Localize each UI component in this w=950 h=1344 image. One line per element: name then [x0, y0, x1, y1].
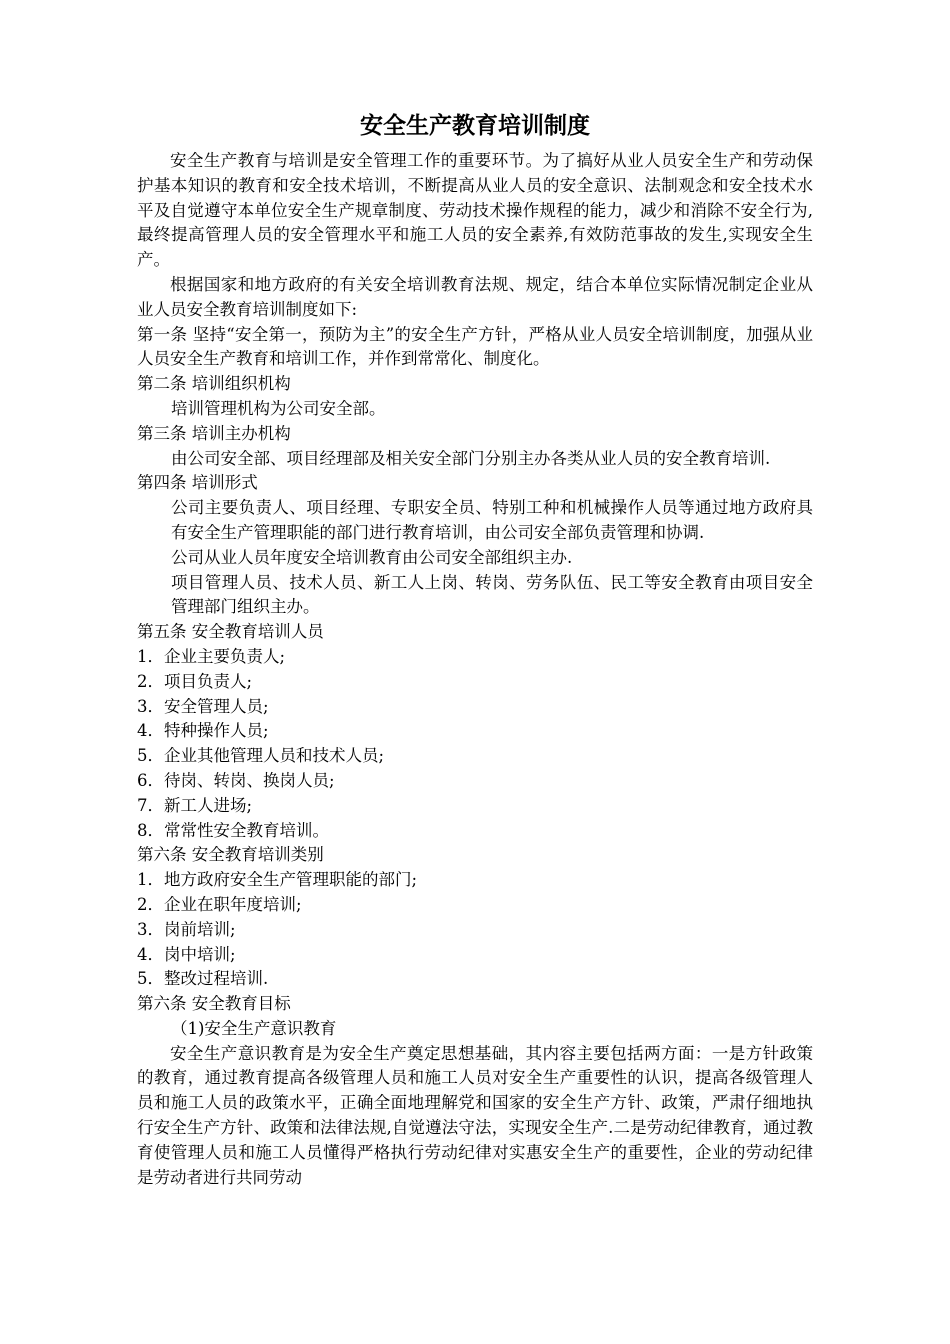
article-7-heading: 第六条 安全教育目标 — [137, 994, 291, 1014]
article-2-body: 培训管理机构为公司安全部。 — [171, 398, 386, 418]
list-item: 2．企业在职年度培训; — [137, 894, 302, 914]
article-7-subheading: （1)安全生产意识教育 — [171, 1018, 337, 1038]
list-item: 6．待岗、转岗、换岗人员; — [137, 770, 335, 790]
article-2-heading: 第二条 培训组织机构 — [137, 374, 291, 394]
list-item: 3．安全管理人员; — [137, 696, 269, 716]
list-item: 4．特种操作人员; — [137, 721, 269, 741]
list-item: 8．常常性安全教育培训。 — [137, 820, 329, 840]
list-item: 3．岗前培训; — [137, 919, 236, 939]
intro-paragraph-2: 根据国家和地方政府的有关安全培训教育法规、规定，结合本单位实际情况制定企业从业人员安全教育培训制度如下: — [137, 274, 813, 319]
list-item: 2．项目负责人; — [137, 671, 253, 691]
list-item: 7．新工人进场; — [137, 795, 253, 815]
intro-paragraph-1: 安全生产教育与培训是安全管理工作的重要环节。为了搞好从业人员安全生产和劳动保护基本知识的教育和安全技术培训，不断提高从业人员的安全意识、法制观念和安全技术水平及自觉遵守本单位安全生产规章制度、劳动技术操作规程的能力，减少和消除不安全行为,最终提高管理人员的安全管理水平和施工人员的安全素养,有效防范事故的发生,实现安全生产。 — [137, 151, 813, 270]
list-item: 5．企业其他管理人员和技术人员; — [137, 746, 385, 766]
article-3-body: 由公司安全部、项目经理部及相关安全部门分别主办各类从业人员的安全教育培训. — [171, 448, 771, 468]
document-title: 安全生产教育培训制度 — [360, 112, 590, 139]
list-item: 5．整改过程培训. — [137, 969, 269, 989]
article-6-heading: 第六条 安全教育培训类别 — [137, 845, 324, 865]
article-4-paragraph-1: 公司主要负责人、项目经理、专职安全员、特别工种和机械操作人员等通过地方政府具有安全生产管理职能的部门进行教育培训，由公司安全部负责管理和协调. — [171, 498, 813, 542]
article-5-heading: 第五条 安全教育培训人员 — [137, 622, 324, 642]
article-4-paragraph-2: 公司从业人员年度安全培训教育由公司安全部组织主办. — [171, 547, 573, 567]
list-item: 1．企业主要负责人; — [137, 646, 286, 666]
list-item: 1．地方政府安全生产管理职能的部门; — [137, 870, 418, 890]
list-item: 4．岗中培训; — [137, 944, 236, 964]
article-1: 第一条 坚持“安全第一，预防为主”的安全生产方针，严格从业人员安全培训制度，加强从业人员安全生产教育和培训工作，并作到常常化、制度化。 — [137, 324, 813, 369]
article-7-body: 安全生产意识教育是为安全生产奠定思想基础，其内容主要包括两方面：一是方针政策的教育，通过教育提高各级管理人员和施工人员对安全生产重要性的认识，提高各级管理人员和施工人员的政策水平，正确全面地理解党和国家的安全生产方针、政策，严肃仔细地执行安全生产方针、政策和法律法规,自觉遵法守法，实现安全生产.二是劳动纪律教育，通过教育使管理人员和施工人员懂得严格执行劳动纪律对实惠安全生产的重要性，企业的劳动纪律是劳动者进行共同劳动 — [137, 1043, 813, 1187]
document-body — [137, 149, 813, 1190]
article-4-paragraph-3: 项目管理人员、技术人员、新工人上岗、转岗、劳务队伍、民工等安全教育由项目安全管理部门组织主办。 — [171, 572, 813, 617]
article-4-heading: 第四条 培训形式 — [137, 473, 258, 493]
article-3-heading: 第三条 培训主办机构 — [137, 423, 291, 443]
